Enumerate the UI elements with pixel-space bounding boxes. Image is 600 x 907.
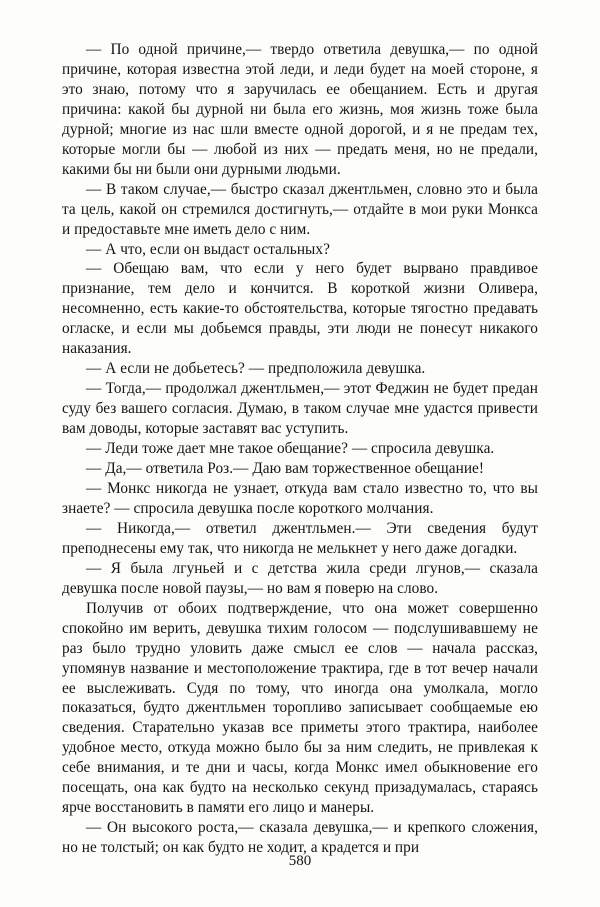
paragraph: — Я была лгуньей и с детства жила среди лгунов,— сказала девушка после новой паузы,— но вам я поверю на слово. xyxy=(62,559,538,597)
paragraph: — В таком случае,— быстро сказал джентльмен, словно это и была та цель, какой он стремился достигнуть,— отдайте в мои руки Монкса и предоставьте мне иметь дело с ним. xyxy=(62,180,538,238)
paragraph: — Он высокого роста,— сказала девушка,— и крепкого сложения, но не толстый; он как будто не ходит, а крадется и при xyxy=(62,819,538,857)
paragraph: — Тогда,— продолжал джентльмен,— этот Феджин не будет предан суду без вашего согласия. Думаю, в таком случае мне удастся привести вам доводы, которые заставят вас уступить. xyxy=(62,380,538,438)
paragraph: — Леди тоже дает мне такое обещание? — спросила девушка. xyxy=(86,440,495,458)
paragraph: — А если не добьетесь? — предположила девушка. xyxy=(86,360,426,378)
paragraph: — Монкс никогда не узнает, откуда вам стало известно то, что вы знаете? — спросила девушка после короткого молчания. xyxy=(62,479,538,517)
body-text xyxy=(62,40,538,858)
paragraph: — По одной причине,— твердо ответила девушка,— по одной причине, которая известна этой леди, и леди будет на моей стороне, я это знаю, потому что я заручилась ее обещанием. Есть и другая причина: какой бы дурной ни была его жизнь, моя жизнь тоже была дурной; многие из нас шли вместе одной дорогой, и я не предам тех, которые могли бы — любой из них — предать меня, но не предали, какими бы ни были они дурными людьми. xyxy=(62,41,538,178)
paragraph: — Да,— ответила Роз.— Даю вам торжественное обещание! xyxy=(86,460,485,478)
paragraph: — Обещаю вам, что если у него будет вырвано правдивое признание, тем дело и кончится. В короткой жизни Оливера, несомненно, есть какие-то обстоятельства, которые тягостно предавать огласке, и если мы добьемся правды, эти люди не понесут никакого наказания. xyxy=(62,260,538,358)
page-number: 580 xyxy=(288,853,312,869)
paragraph: — А что, если он выдаст остальных? xyxy=(86,240,330,258)
paragraph: — Никогда,— ответил джентльмен.— Эти сведения будут преподнесены ему так, что никогда не мелькнет у него даже догадки. xyxy=(62,519,538,557)
paragraph: Получив от обоих подтверждение, что она может совершенно спокойно им верить, девушка тихим голосом — подслушивавшему не раз было трудно уловить даже смысл ее слов — начала рассказ, упомянув название и местоположение трактира, где в тот вечер начали ее выслеживать. Судя по тому, что иногда она умолкала, могло показаться, будто джентльмен торопливо записывает сообщаемые ею сведения. Старательно указав все приметы этого трактира, наиболее удобное место, откуда можно было бы за ним следить, не привлекая к себе внимания, и те дни и часы, когда Монкс имел обыкновение его посещать, она как будто на несколько секунд призадумалась, стараясь ярче восстановить в памяти его лицо и манеры. xyxy=(62,599,538,817)
